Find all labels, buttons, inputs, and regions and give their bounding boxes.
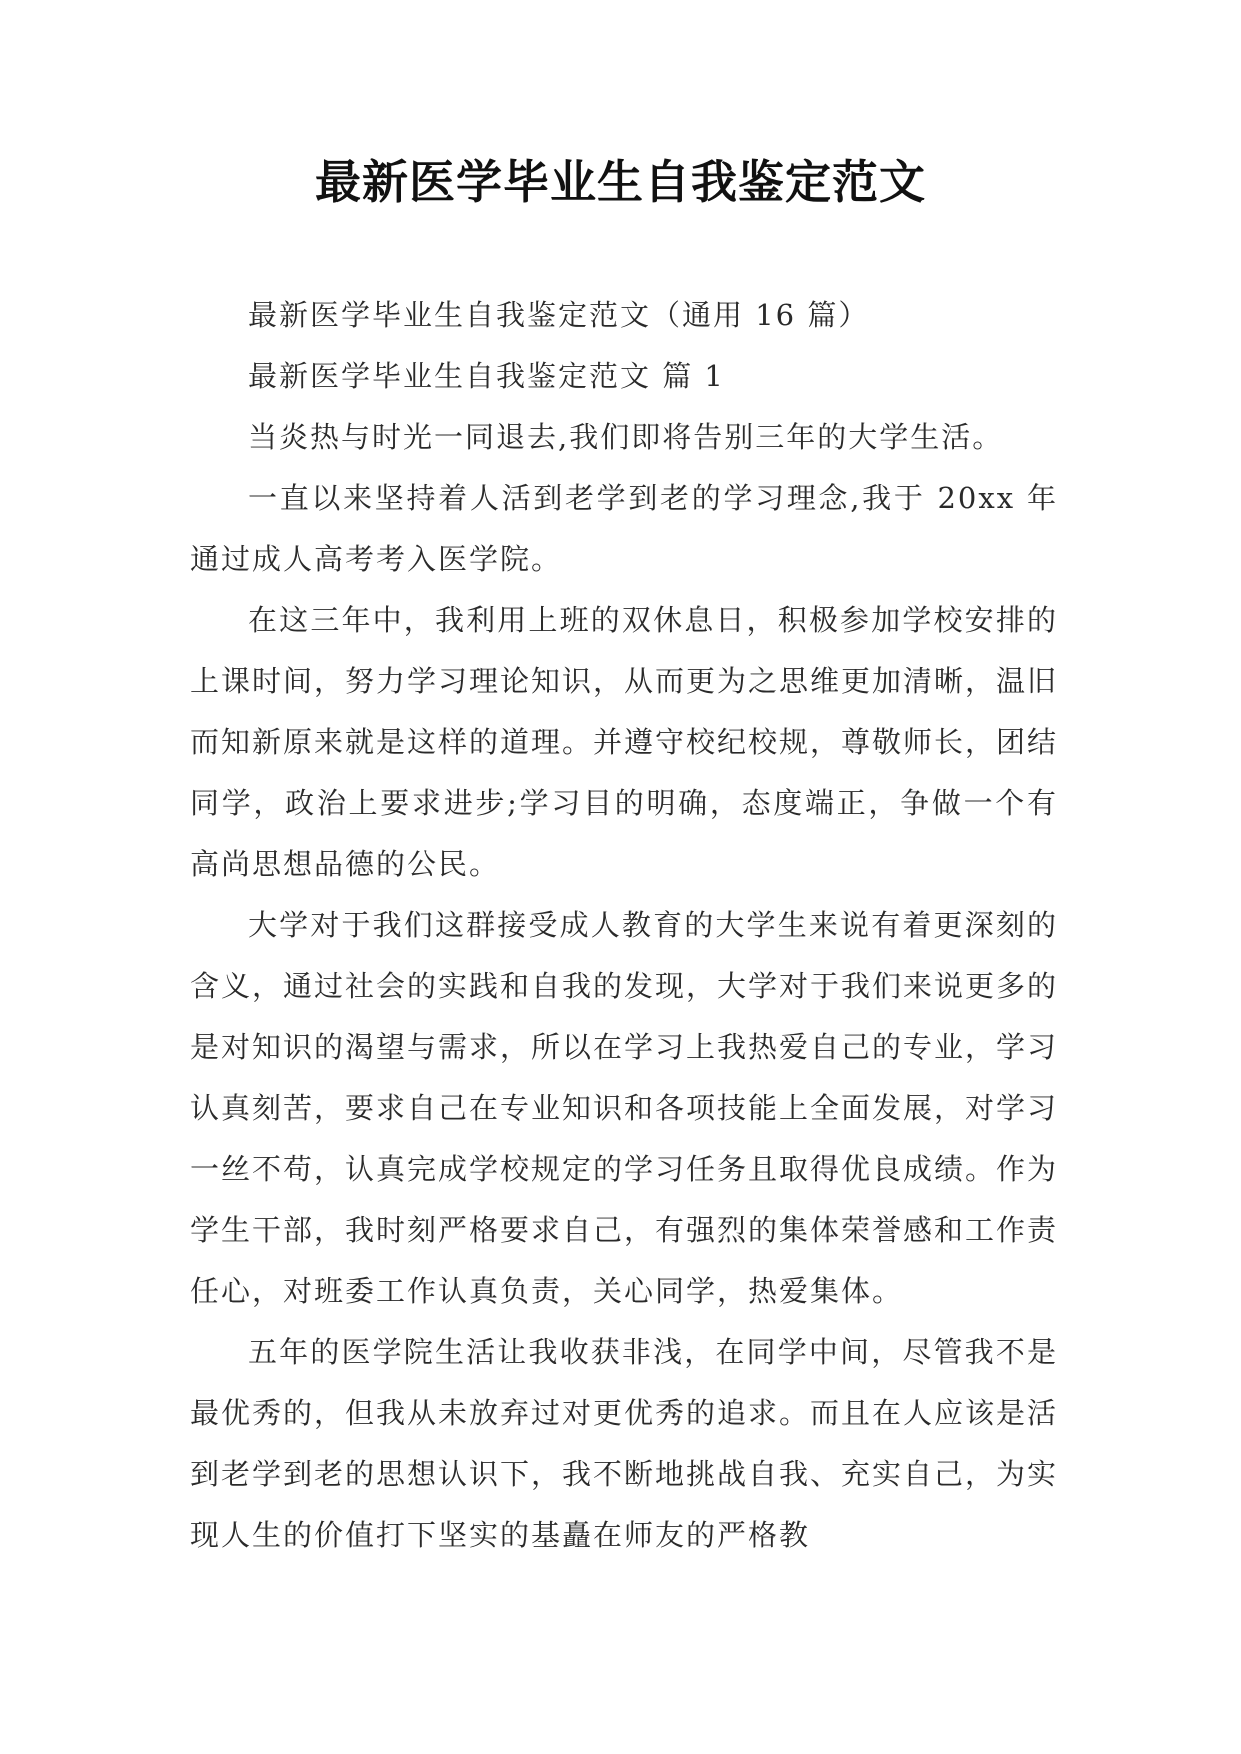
document-body — [190, 285, 1058, 1566]
section-heading: 最新医学毕业生自我鉴定范文 篇 1 — [248, 359, 725, 393]
body-paragraph: 一直以来坚持着人活到老学到老的学习理念,我于 20xx 年通过成人高考考入医学院。 — [190, 481, 1058, 576]
body-paragraph: 大学对于我们这群接受成人教育的大学生来说有着更深刻的含义，通过社会的实践和自我的发现，大学对于我们来说更多的是对知识的渴望与需求，所以在学习上我热爱自己的专业，学习认真刻苦，要求自己在专业知识和各项技能上全面发展，对学习一丝不苟，认真完成学校规定的学习任务且取得优良成绩。作为学生干部，我时刻严格要求自己，有强烈的集体荣誉感和工作责任心，对班委工作认真负责，关心同学，热爱集体。 — [190, 908, 1059, 1308]
document-title: 最新医学毕业生自我鉴定范文 — [315, 155, 926, 209]
body-paragraph: 五年的医学院生活让我收获非浅，在同学中间，尽管我不是最优秀的，但我从未放弃过对更优秀的追求。而且在人应该是活到老学到老的思想认识下，我不断地挑战自我、充实自己，为实现人生的价值打下坚实的基矗在师友的严格教 — [190, 1335, 1059, 1552]
subtitle-paragraph: 最新医学毕业生自我鉴定范文（通用 16 篇） — [248, 298, 870, 332]
body-paragraph: 在这三年中，我利用上班的双休息日，积极参加学校安排的上课时间，努力学习理论知识，从而更为之思维更加清晰，温旧而知新原来就是这样的道理。并遵守校纪校规，尊敬师长，团结同学，政治上要求进步;学习目的明确，态度端正，争做一个有高尚思想品德的公民。 — [190, 603, 1059, 881]
body-paragraph: 当炎热与时光一同退去,我们即将告别三年的大学生活。 — [248, 420, 1004, 454]
